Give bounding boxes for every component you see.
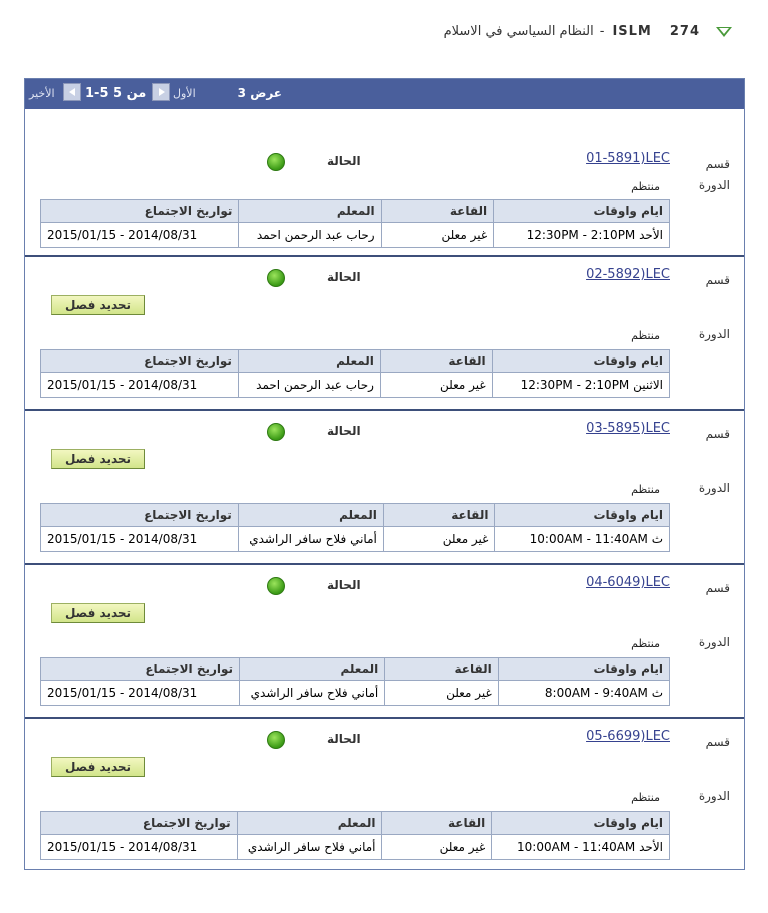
- header-days-times: ايام واوقات: [495, 504, 670, 527]
- table-header-row: [41, 350, 670, 373]
- session-value: منتظم: [631, 637, 660, 650]
- table-row: [41, 373, 670, 398]
- header-instructor: المعلم: [240, 658, 385, 681]
- course-header: [444, 24, 732, 39]
- next-page-button[interactable]: [63, 83, 81, 101]
- pagination-bar: [25, 79, 744, 109]
- course-code: ISLM: [612, 24, 652, 39]
- header-days-times: ايام واوقات: [498, 658, 669, 681]
- section-label: قسم: [705, 273, 730, 287]
- header-instructor: المعلم: [238, 504, 383, 527]
- session-value: منتظم: [631, 791, 660, 804]
- prev-page-button[interactable]: [152, 83, 170, 101]
- session-value: منتظم: [631, 329, 660, 342]
- status-open-icon: [267, 577, 285, 595]
- select-class-button[interactable]: تحديد فصل: [51, 603, 145, 623]
- meeting-table: [40, 657, 670, 706]
- table-header-row: [41, 200, 670, 223]
- show-count[interactable]: عرض 3: [237, 86, 282, 100]
- section-label: قسم: [705, 157, 730, 171]
- collapse-triangle-icon[interactable]: [716, 27, 732, 37]
- section-link[interactable]: 02-5892)LEC: [586, 267, 670, 282]
- course-title: النظام السياسي في الاسلام: [443, 24, 594, 39]
- meeting-table: [40, 811, 670, 860]
- header-dates: تواريخ الاجتماع: [41, 658, 240, 681]
- header-room: القاعة: [385, 658, 499, 681]
- class-section: [25, 717, 744, 871]
- cell-room: غير معلن: [383, 527, 495, 552]
- status-label: الحالة: [327, 424, 361, 438]
- cell-room: غير معلن: [380, 373, 492, 398]
- section-label: قسم: [705, 735, 730, 749]
- cell-days-times: الأحد 10:00AM - 11:40AM: [492, 835, 670, 860]
- status-label: الحالة: [327, 578, 361, 592]
- session-label: الدورة: [698, 178, 730, 192]
- cell-dates: 2015/01/15 - 2014/08/31: [41, 373, 239, 398]
- meeting-table: [40, 199, 670, 248]
- status-open-icon: [267, 153, 285, 171]
- header-instructor: المعلم: [238, 350, 380, 373]
- cell-days-times: الأحد 12:30PM - 2:10PM: [494, 223, 670, 248]
- cell-days-times: ث 10:00AM - 11:40AM: [495, 527, 670, 552]
- header-room: القاعة: [380, 350, 492, 373]
- status-label: الحالة: [327, 270, 361, 284]
- session-value: منتظم: [631, 483, 660, 496]
- header-room: القاعة: [383, 504, 495, 527]
- header-days-times: ايام واوقات: [492, 350, 669, 373]
- session-label: الدورة: [698, 635, 730, 649]
- header-dates: تواريخ الاجتماع: [41, 350, 239, 373]
- table-row: [41, 681, 670, 706]
- cell-room: غير معلن: [385, 681, 499, 706]
- status-label: الحالة: [327, 154, 361, 168]
- status-open-icon: [267, 269, 285, 287]
- header-instructor: المعلم: [239, 200, 381, 223]
- header-days-times: ايام واوقات: [494, 200, 670, 223]
- session-label: الدورة: [698, 327, 730, 341]
- session-value: منتظم: [631, 180, 660, 193]
- section-link[interactable]: 03-5895)LEC: [586, 421, 670, 436]
- header-room: القاعة: [381, 200, 494, 223]
- meeting-table: [40, 503, 670, 552]
- class-section: [25, 109, 744, 255]
- cell-days-times: الاثنين 12:30PM - 2:10PM: [492, 373, 669, 398]
- session-label: الدورة: [698, 481, 730, 495]
- cell-room: غير معلن: [381, 223, 494, 248]
- table-header-row: [41, 658, 670, 681]
- cell-days-times: ث 8:00AM - 9:40AM: [498, 681, 669, 706]
- select-class-button[interactable]: تحديد فصل: [51, 449, 145, 469]
- last-link[interactable]: الأخير: [29, 87, 55, 100]
- section-label: قسم: [705, 581, 730, 595]
- cell-instructor: رحاب عبد الرحمن احمد: [238, 373, 380, 398]
- arrow-right-icon: [159, 88, 165, 96]
- class-section: [25, 563, 744, 717]
- header-instructor: المعلم: [237, 812, 382, 835]
- meeting-table: [40, 349, 670, 398]
- table-row: [41, 223, 670, 248]
- header-days-times: ايام واوقات: [492, 812, 670, 835]
- section-label: قسم: [705, 427, 730, 441]
- session-label: الدورة: [698, 789, 730, 803]
- header-dates: تواريخ الاجتماع: [41, 812, 238, 835]
- cell-instructor: رحاب عبد الرحمن احمد: [239, 223, 381, 248]
- page-range: 1-5 من 5: [85, 86, 147, 101]
- first-link[interactable]: الأول: [173, 87, 196, 100]
- header-dates: تواريخ الاجتماع: [41, 504, 239, 527]
- course-separator: -: [599, 24, 605, 39]
- sections-panel: [24, 78, 745, 870]
- section-link[interactable]: 04-6049)LEC: [586, 575, 670, 590]
- header-dates: تواريخ الاجتماع: [41, 200, 239, 223]
- cell-instructor: أماني فلاح سافر الراشدي: [237, 835, 382, 860]
- cell-dates: 2015/01/15 - 2014/08/31: [41, 527, 239, 552]
- cell-dates: 2015/01/15 - 2014/08/31: [41, 223, 239, 248]
- cell-instructor: أماني فلاح سافر الراشدي: [240, 681, 385, 706]
- arrow-left-icon: [69, 88, 75, 96]
- course-number: 274: [669, 24, 700, 39]
- cell-dates: 2015/01/15 - 2014/08/31: [41, 681, 240, 706]
- table-header-row: [41, 812, 670, 835]
- status-label: الحالة: [327, 732, 361, 746]
- select-class-button[interactable]: تحديد فصل: [51, 757, 145, 777]
- table-header-row: [41, 504, 670, 527]
- status-open-icon: [267, 731, 285, 749]
- cell-room: غير معلن: [382, 835, 492, 860]
- section-link[interactable]: 05-6699)LEC: [586, 729, 670, 744]
- table-row: [41, 527, 670, 552]
- table-row: [41, 835, 670, 860]
- section-link[interactable]: 01-5891)LEC: [586, 151, 670, 166]
- cell-dates: 2015/01/15 - 2014/08/31: [41, 835, 238, 860]
- header-room: القاعة: [382, 812, 492, 835]
- status-open-icon: [267, 423, 285, 441]
- select-class-button[interactable]: تحديد فصل: [51, 295, 145, 315]
- cell-instructor: أماني فلاح سافر الراشدي: [238, 527, 383, 552]
- class-section: [25, 255, 744, 409]
- class-section: [25, 409, 744, 563]
